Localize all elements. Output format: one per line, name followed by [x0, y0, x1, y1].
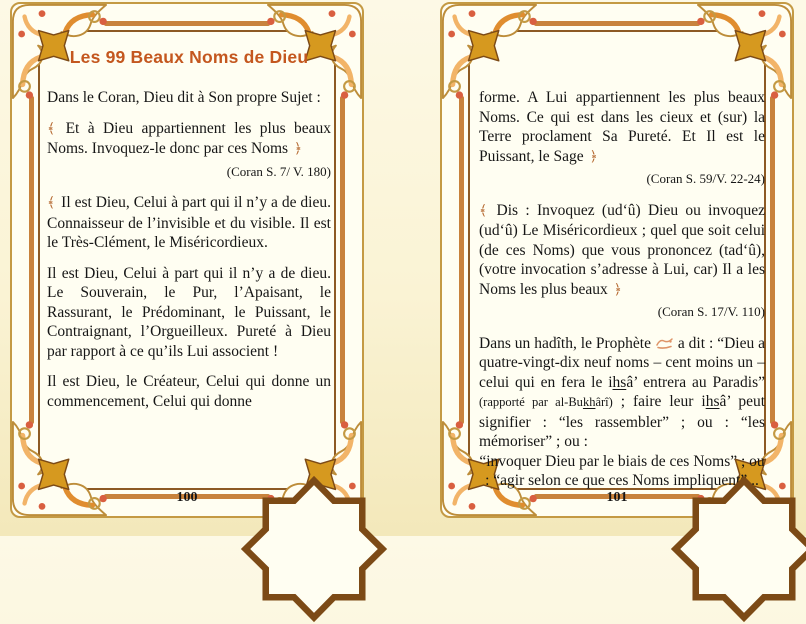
border-bar-top: [104, 21, 270, 26]
quote-open-ornament: ﴾: [47, 195, 56, 211]
quran-quote-2: [47, 193, 331, 253]
border-bar-right: [770, 96, 775, 424]
left-page: [10, 2, 364, 518]
quote-text: Dis : Invoquez (ud‘û) Dieu ou invoquez (ud‘û) Le Miséricordieux ; quel que soit celui (de ces Noms) que vous prononcez (tad‘û), (votre invocation s’adresse à Lui, car) Il a les Noms les plus beaux: [479, 201, 765, 298]
intro-paragraph: Dans le Coran, Dieu dit à Son propre Sujet :: [47, 89, 321, 106]
border-bar-right: [340, 96, 345, 424]
right-page-content: [479, 88, 765, 491]
quote-citation: (Coran S. 59/V. 22-24): [646, 171, 765, 186]
right-page: [440, 2, 794, 518]
hadith-text-centered: “invoquer Dieu par le biais de ces Noms” ; ou : “agir selon ce que ces Noms impliquent”...: [479, 452, 765, 489]
border-bar-left: [459, 96, 464, 424]
quran-quote-2: [479, 201, 765, 301]
page-number: 101: [606, 489, 628, 505]
quran-quote-1: [47, 119, 331, 160]
prophet-salutation-icon: [655, 336, 674, 349]
quran-quote-1-continuation: [479, 88, 765, 167]
hadith-text: a dit : “Dieu a quatre-vingt-dix neuf noms – cent moins un – celui qui en fera le ihsâ’ entrera au Paradis” (rapporté par al-Bukhârî) ; faire leur ihsâ’ peut signifier : “les rassembler” ; ou : “les mémoriser” ; ou :: [479, 334, 766, 450]
corner-flourish-top-left-icon: [440, 2, 537, 99]
quote-continuation-paragraph: Il est Dieu, le Créateur, Celui qui donne un commencement, Celui qui donne: [47, 373, 331, 410]
quote-close-ornament: ﴿: [589, 148, 598, 165]
border-bar-left: [29, 96, 34, 424]
corner-flourish-top-right-icon: [697, 2, 794, 99]
quote-close-ornament: ﴿: [293, 141, 303, 157]
quote-open-ornament: ﴾: [479, 202, 488, 219]
quote-text: Et à Dieu appartiennent les plus beaux Noms. Invoquez-le donc par ces Noms: [47, 119, 332, 157]
border-bar-top: [534, 21, 700, 26]
quote-open-ornament: ﴾: [47, 120, 56, 137]
quote-text: Il est Dieu, Celui à part qui il n’y a de dieu. Connaisseur de l’invisible et du visible. Il est le Très-Clément, le Miséricordieux.: [47, 194, 331, 251]
quote-close-ornament: ﴿: [613, 281, 622, 298]
corner-flourish-bottom-left-icon: [10, 421, 107, 518]
page-number: 100: [176, 489, 198, 505]
quote-continuation-paragraph: Il est Dieu, Celui à part qui il n’y a de dieu. Le Souverain, le Pur, l’Apaisant, le Rassurant, le Prédominant, le Puissant, le Contraignant, l’Orgueilleux. Pureté à Dieu par rapport à ce qu’ils Lui associent !: [47, 264, 331, 360]
page-title: Les 99 Beaux Noms de Dieu: [69, 47, 309, 67]
quote-citation: (Coran S. 7/ V. 180): [226, 163, 331, 179]
page-number-badge: [164, 474, 210, 520]
page-number-badge: [594, 474, 640, 520]
hadith-paragraph: [479, 334, 765, 452]
hadith-text-start: Dans un hadîth, le Prophète: [479, 334, 651, 352]
quote-citation: (Coran S. 17/V. 110): [657, 304, 765, 319]
left-page-content: [47, 38, 331, 422]
quote-text: forme. A Lui appartiennent les plus beaux Noms. Ce qui est dans les cieux et (sur) la Terre proclament Sa Pureté. Et Il est le Puissant, le Sage: [479, 89, 765, 165]
